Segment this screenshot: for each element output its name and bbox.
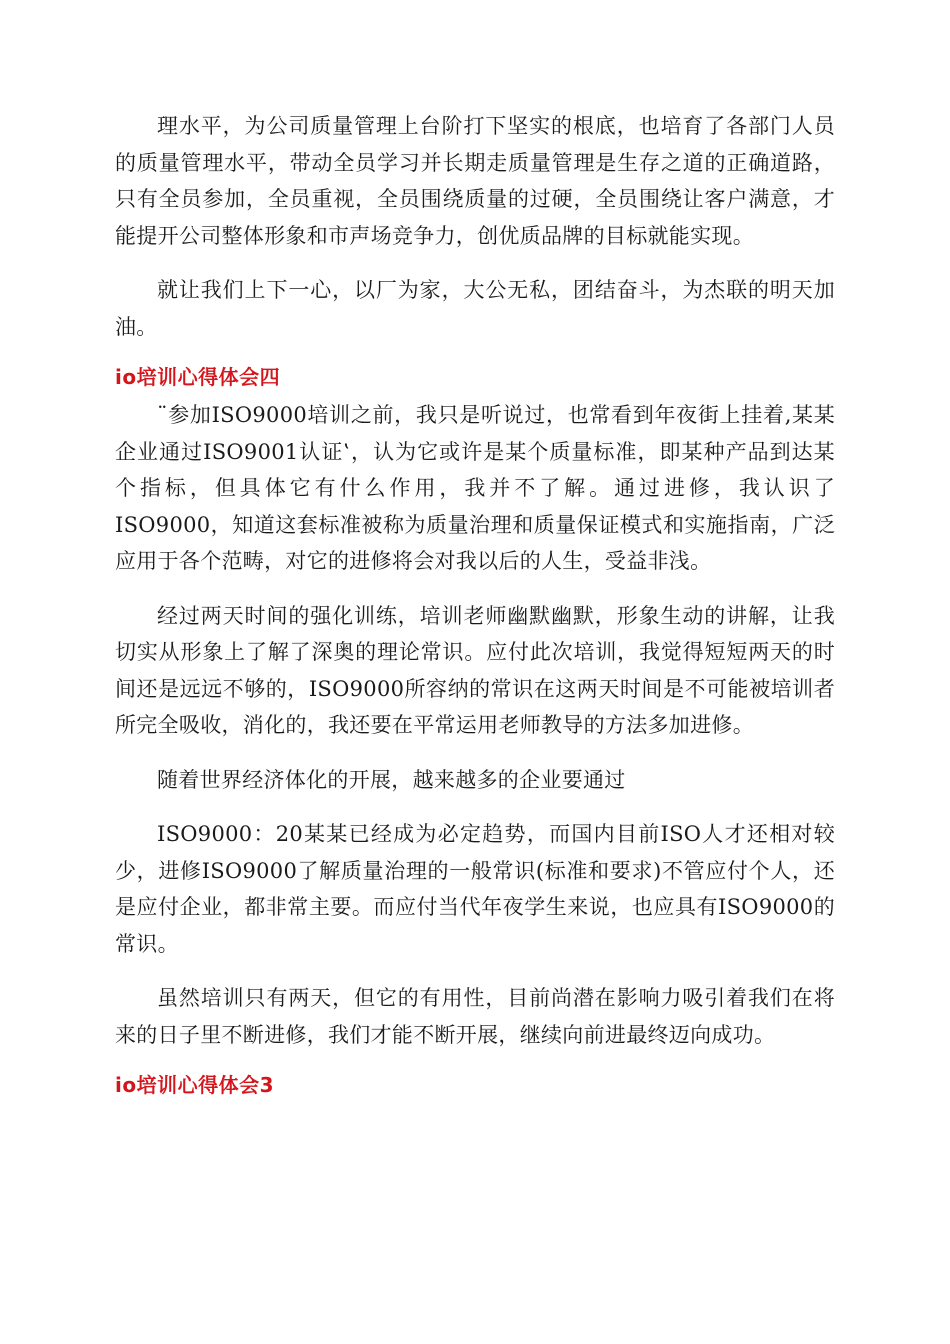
section-heading: io培训心得体会四 [115, 365, 281, 389]
paragraph: 经过两天时间的强化训练，培训老师幽默幽默，形象生动的讲解，让我切实从形象上了解了深奥的理论常识。应付此次培训，我觉得短短两天的时间还是远远不够的，ISO9000所容纳的常识在这两天时间是不可能被培训者所完全吸收，消化的，我还要在平常运用老师教导的方法多加进修。 [115, 603, 835, 737]
document-page [115, 108, 835, 1103]
paragraph: 理水平，为公司质量管理上台阶打下坚实的根底，也培育了各部门人员的质量管理水平，带动全员学习并长期走质量管理是生存之道的正确道路，只有全员参加，全员重视，全员围绕质量的过硬，全员围绕让客户满意，才能提开公司整体形象和市声场竞争力，创优质品牌的目标就能实现。 [115, 114, 835, 248]
paragraph: 虽然培训只有两天，但它的有用性，目前尚潜在影响力吸引着我们在将来的日子里不断进修，我们才能不断开展，继续向前进最终迈向成功。 [115, 986, 835, 1047]
paragraph: 就让我们上下一心，以厂为家，大公无私，团结奋斗，为杰联的明天加油。 [115, 278, 835, 339]
section-heading: io培训心得体会3 [115, 1073, 275, 1097]
paragraph: ¨参加ISO9000培训之前，我只是听说过，也常看到年夜街上挂着‚某某企业通过ISO9001认证‛，认为它或许是某个质量标准，即某种产品到达某个指标，但具体它有什么作用，我并不了解。通过进修，我认识了ISO9000，知道这套标准被称为质量治理和质量保证模式和实施指南，广泛应用于各个范畴，对它的进修将会对我以后的人生，受益非浅。 [115, 403, 835, 573]
paragraph: 随着世界经济体化的开展，越来越多的企业要通过 [157, 767, 626, 792]
paragraph: ISO9000：20某某已经成为必定趋势，而国内目前ISO人才还相对较少，进修ISO9000了解质量治理的一般常识(标准和要求)不管应付个人，还是应付企业，都非常主要。而应付当代年夜学生来说，也应具有ISO9000的常识。 [115, 822, 835, 956]
